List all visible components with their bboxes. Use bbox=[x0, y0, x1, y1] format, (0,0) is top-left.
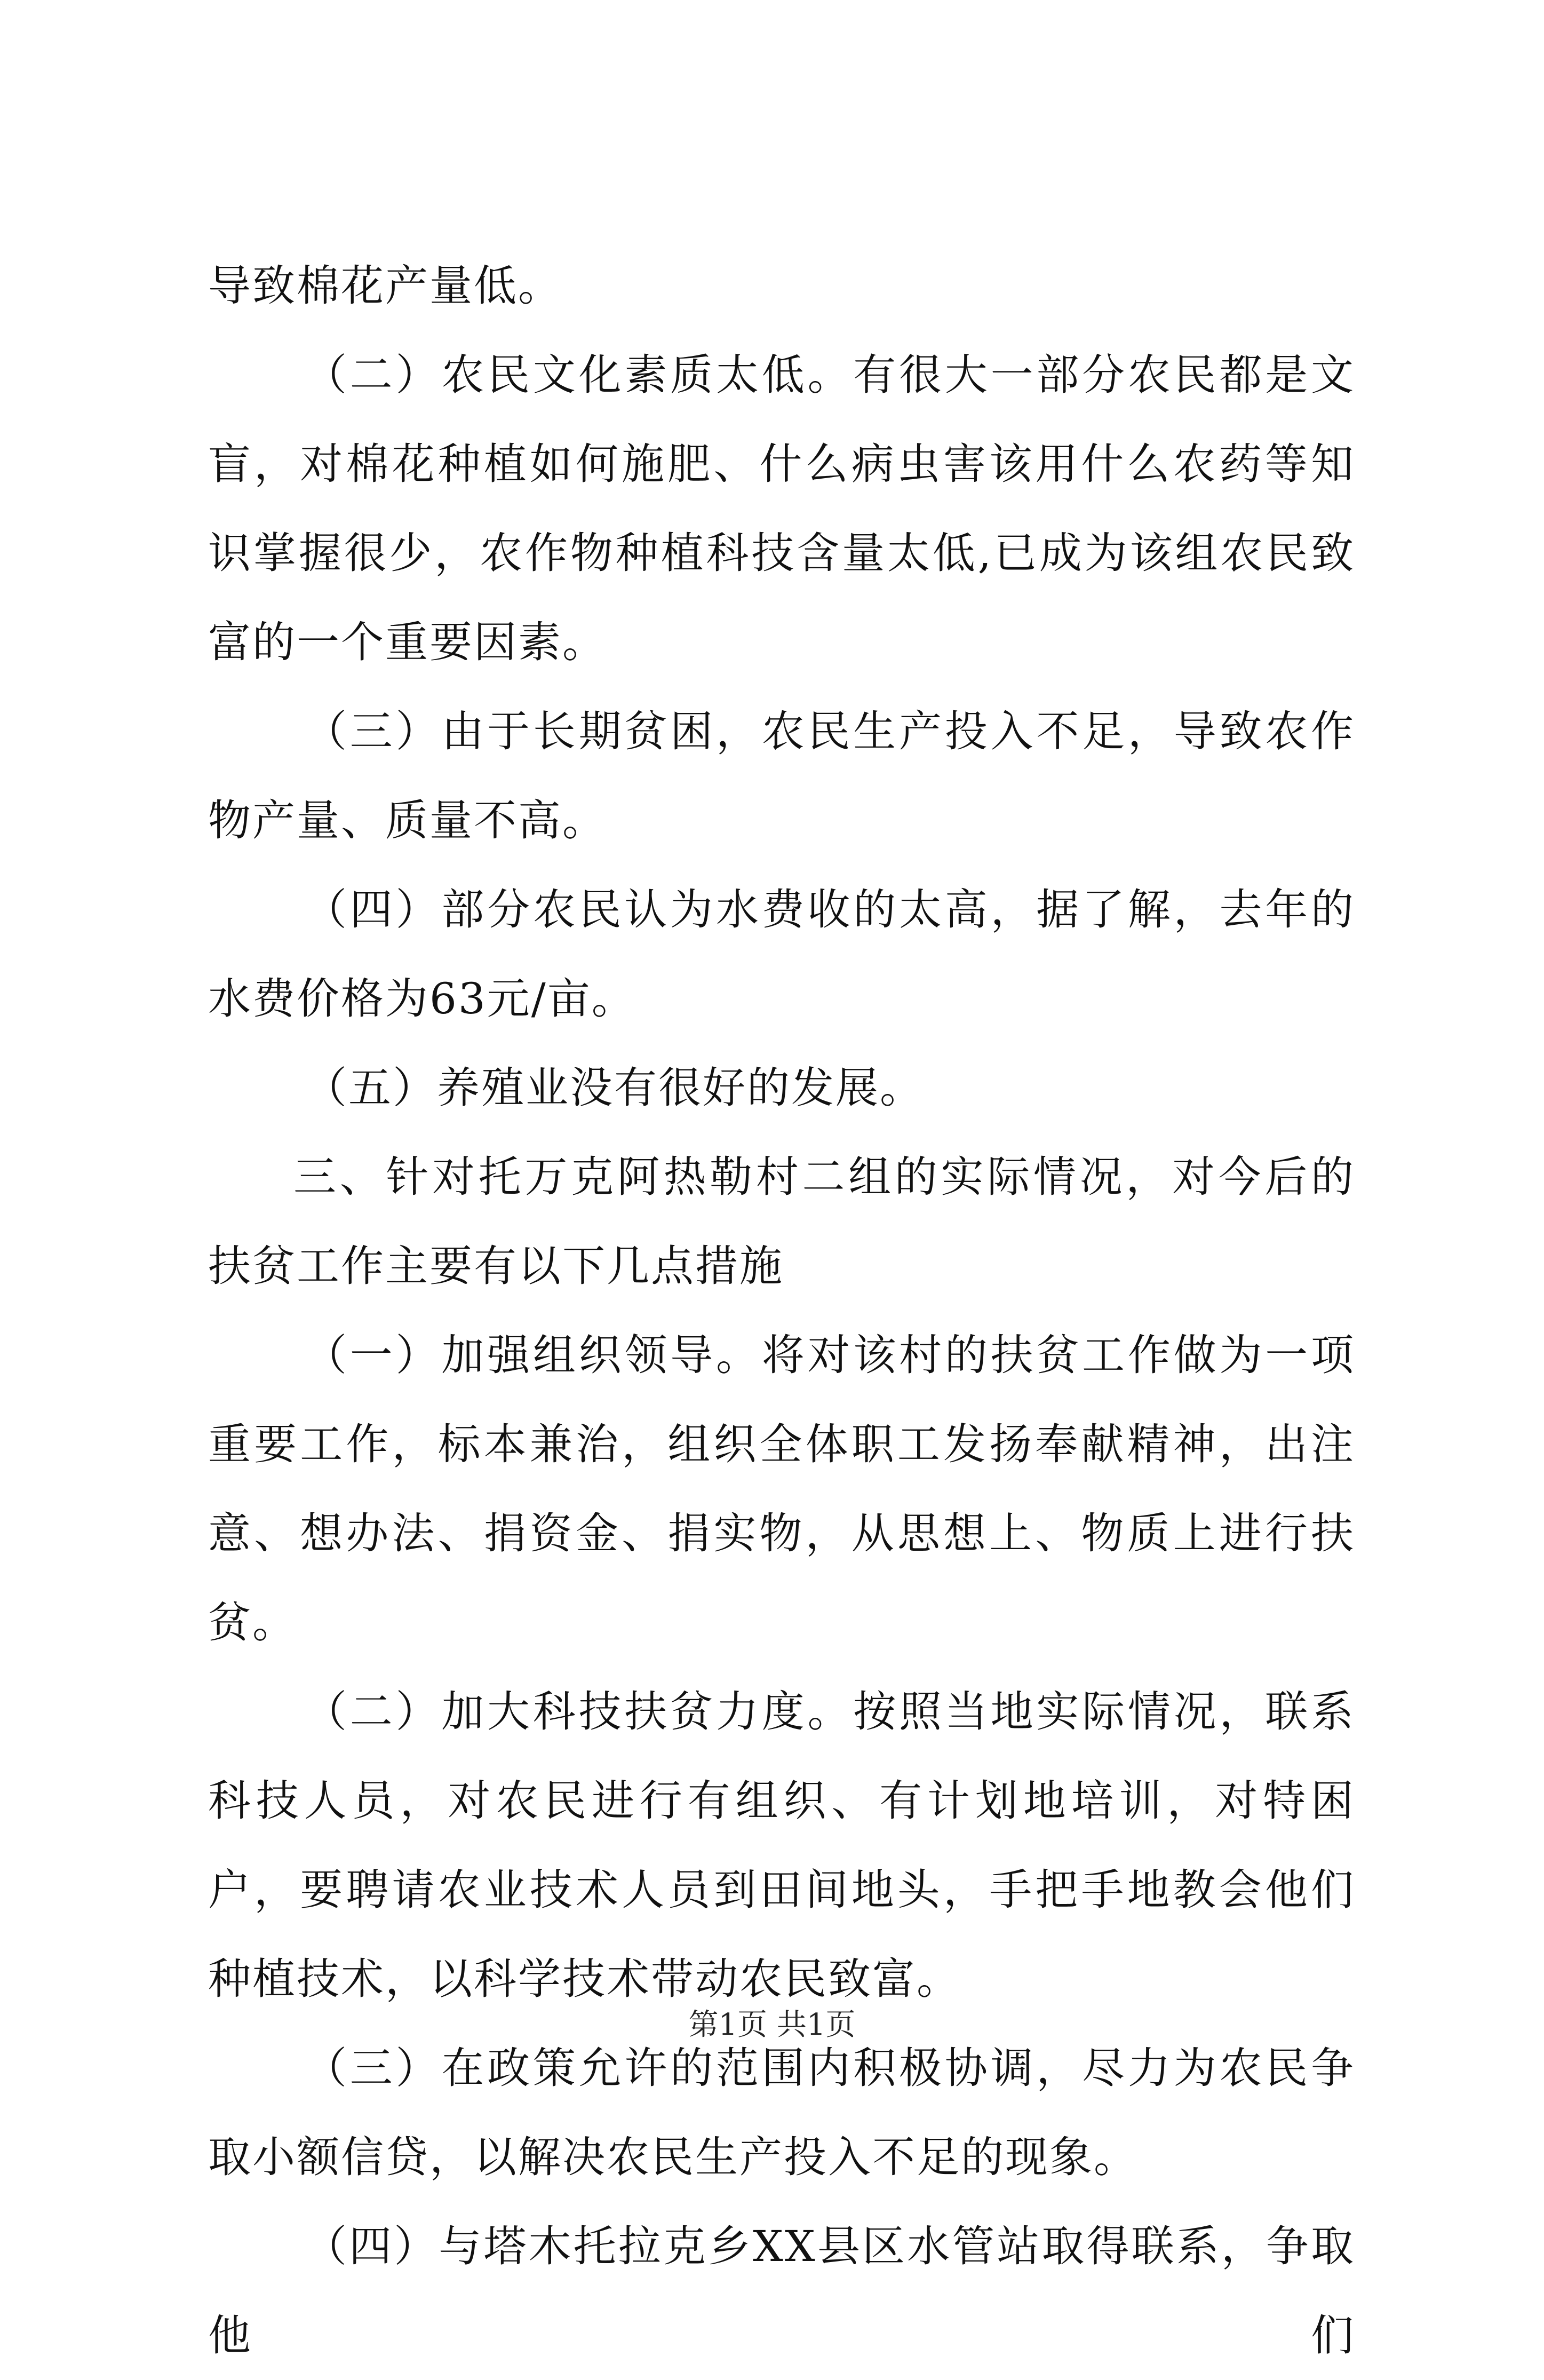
page-footer: 第1页 共1页 bbox=[688, 2008, 856, 2042]
paragraph-continuation: 导致棉花产量低。 bbox=[208, 261, 562, 311]
paragraph-measure-2: （二）加大科技扶贫力度。按照当地实际情况，联系科技人员，对农民进行有组织、有计划地培训，对特困户，要聘请农业技术人员到田间地头，手把手地教会他们种植技术，以科学技术带动农民致富。 bbox=[208, 1687, 1355, 2004]
document-body bbox=[208, 241, 1355, 2380]
paragraph-measure-3: （三）在政策允许的范围内积极协调，尽力为农民争取小额信贷，以解决农民生产投入不足的现象。 bbox=[208, 2043, 1355, 2182]
paragraph-problem-5: （五）养殖业没有很好的发展。 bbox=[304, 1063, 924, 1113]
paragraph-problem-3: （三）由于长期贫困，农民生产投入不足，导致农作物产量、质量不高。 bbox=[208, 707, 1355, 845]
section-heading-measures: 三、针对托万克阿热勒村二组的实际情况，对今后的扶贫工作主要有以下几点措施 bbox=[208, 1152, 1355, 1291]
paragraph-measure-4: （四）与塔木托拉克乡XX县区水管站取得联系，争取他们 bbox=[208, 2222, 1355, 2360]
paragraph-problem-4: （四）部分农民认为水费收的太高，据了解，去年的水费价格为63元/亩。 bbox=[208, 885, 1355, 1024]
paragraph-measure-1: （一）加强组织领导。将对该村的扶贫工作做为一项重要工作，标本兼治，组织全体职工发扬奉献精神，出注意、想办法、捐资金、捐实物，从思想上、物质上进行扶贫。 bbox=[208, 1330, 1355, 1647]
paragraph-problem-2: （二）农民文化素质太低。有很大一部分农民都是文盲，对棉花种植如何施肥、什么病虫害该用什么农药等知识掌握很少，农作物种植科技含量太低,已成为该组农民致富的一个重要因素。 bbox=[208, 350, 1355, 667]
